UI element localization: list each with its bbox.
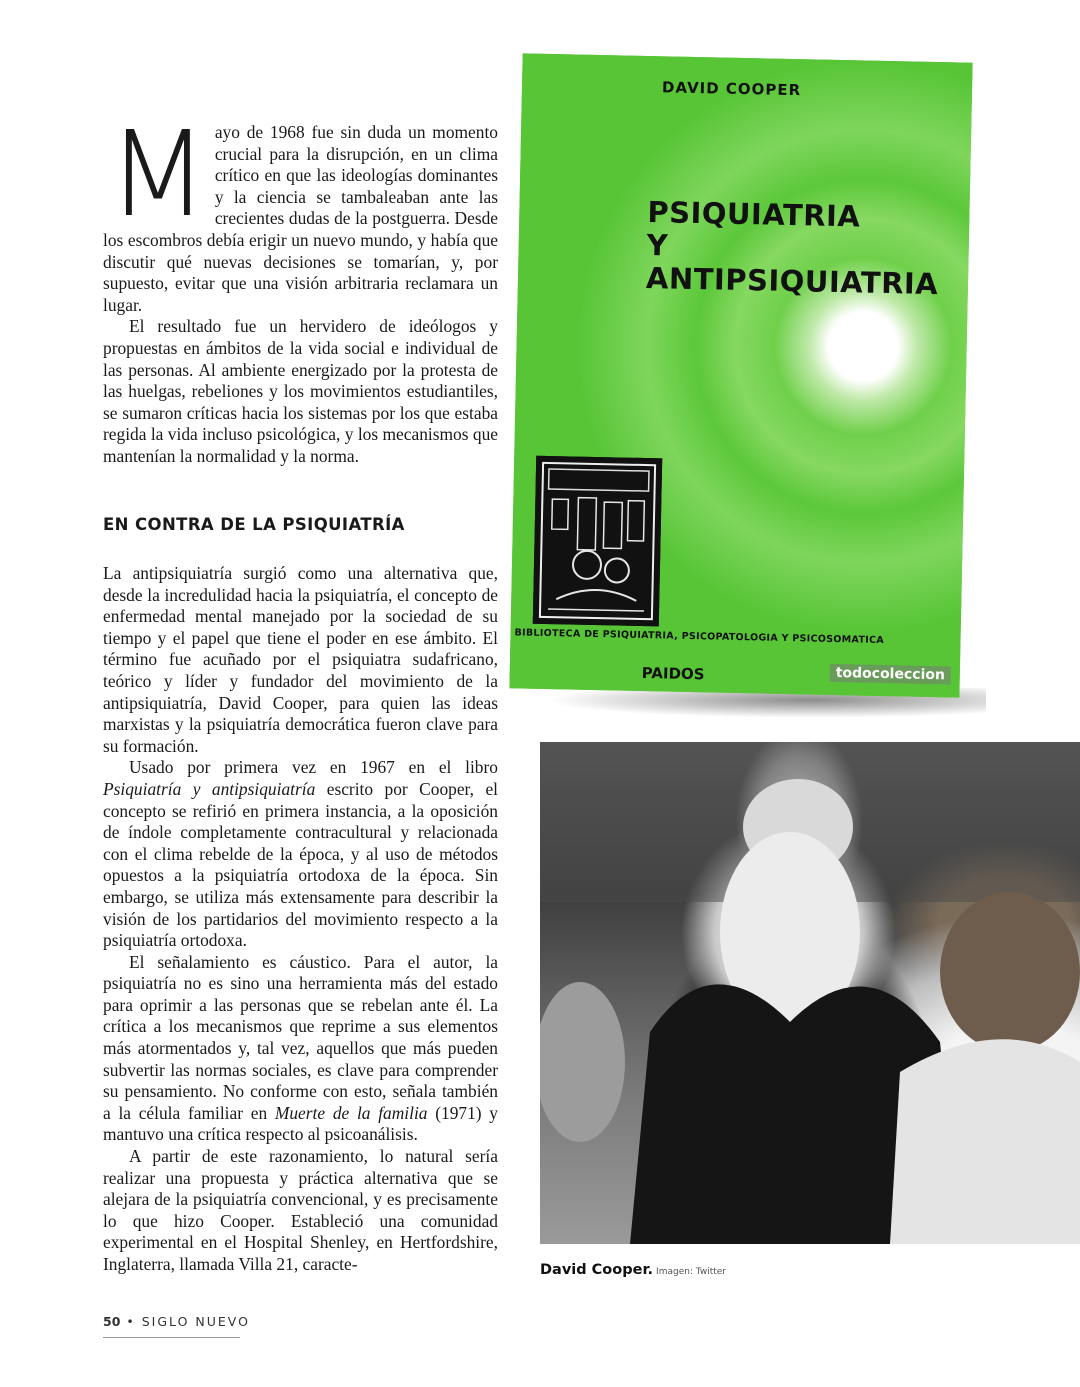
cover-author: DAVID COOPER: [661, 78, 802, 100]
section-paragraph-2-text-a: Usado por primera vez en 1967 en el libro: [129, 757, 498, 778]
section-text: [103, 563, 498, 1276]
photo-illustration: [540, 742, 1080, 1244]
cover-title-line-2: Y: [646, 228, 669, 263]
page-number: 50: [103, 1314, 121, 1329]
section-paragraph-3-text-a: El señalamiento es cáustico. Para el autor, la psiquiatría no es sino una herramienta más del estado para oprimir a las personas que se rebelan ante él. La crítica a los mecanismos que reprime a sus elementos más atormentados y, tal vez, aquellos que más pueden subvertir las normas sociales, es clave para comprender su pensamiento. No conforme con esto, señala también a la célula familiar en: [103, 951, 498, 1123]
cover-series: BIBLIOTECA DE PSIQUIATRIA, PSICOPATOLOGIA Y PSICOSOMATICA: [514, 627, 885, 647]
section-heading: EN CONTRA DE LA PSIQUIATRÍA: [103, 515, 405, 534]
section-paragraph-4: A partir de este razonamiento, lo natural sería realizar una propuesta y práctica alternativa que se alejara de la psiquiatría convencional, y es precisamente lo que hizo Cooper. Estableció una comunidad experimental en el Hospital Shenley, en Hertfordshire, Inglaterra, llamada Villa 21, caracte-: [103, 1146, 498, 1274]
photo-david-cooper: [540, 742, 1080, 1244]
book-title-reference-2: Muerte de la familia: [274, 1102, 428, 1123]
intro-paragraph-2: El resultado fue un hervidero de ideólogos y propuestas en ámbitos de la vida social e individual de las personas. Al ambiente energizado por la protesta de las huelgas, rebeliones y los movimientos estudiantiles, se sumaron críticas hacia los sistemas por los que estaba regida la vida incluso psicológica, y los mecanismos que mantenían la normalidad y la norma.: [103, 316, 498, 466]
cover-title: [646, 196, 940, 301]
section-paragraph-3: [103, 952, 498, 1146]
cover-title-line-1: PSIQUIATRIA: [647, 195, 861, 234]
section-paragraph-2: [103, 757, 498, 951]
book-cover-figure: [516, 58, 976, 713]
section-paragraph-3-text-b: (1971) y mantuvo una crítica respecto al psicoanálisis.: [103, 1102, 498, 1145]
folio-separator: •: [126, 1314, 136, 1329]
section-paragraph-1: La antipsiquiatría surgió como una alternativa que, desde la incredulidad hacia la psiquiatría, el concepto de enfermedad mental manejado por la sociedad de su tiempo y el papel que tiene el poder en ese ámbito. El término fue acuñado por el psiquiatra sudafricano, teórico y líder y fundador del movimiento de la antipsiquiatría, David Cooper, para quien las ideas marxistas y la psiquiatría democrática fueron clave para su formación.: [103, 563, 498, 756]
caption-name: David Cooper.: [540, 1262, 654, 1278]
intro-paragraph-1-text: ayo de 1968 fue sin duda un momento crucial para la disrupción, en un clima crítico en que las ideologías dominantes y la ciencia se tambaleaban ante las crecientes dudas de la postguerra. Desde los escombros debía erigir un nuevo mundo, y había que discutir qué nuevas decisiones se tomarían, y, por supuesto, evitar que una visión arbitraria reclamara un lugar.: [103, 122, 498, 315]
cover-title-line-3: ANTIPSIQUIATRIA: [645, 260, 939, 302]
page-folio: [103, 1314, 250, 1329]
intro-text: [103, 105, 498, 468]
drop-cap: M: [107, 105, 207, 243]
caption-credit: Imagen: Twitter: [656, 1267, 726, 1277]
watermark-logo: todocoleccion: [830, 664, 952, 685]
cover-publisher: PAIDOS: [641, 663, 705, 684]
photo-caption: [540, 1259, 726, 1278]
intro-paragraph-1: [103, 105, 498, 316]
engraving-illustration: [536, 459, 659, 623]
book-cover: [509, 53, 972, 697]
folio-rule: [103, 1337, 240, 1338]
cover-engraving-image: [533, 456, 662, 627]
section-paragraph-2-text-b: escrito por Cooper, el concepto se refirió en primera instancia, a la oposición de índole completamente contracultural y relacionada con el clima rebelde de la época, y al uso de métodos opuestos a la psiquiatría ortodoxa de la época. Sin embargo, se utiliza más extensamente para describir la visión de los partidarios del movimiento respecto a la psiquiatría ortodoxa.: [103, 778, 499, 951]
magazine-name: SIGLO NUEVO: [141, 1314, 250, 1329]
book-title-reference: Psiquiatría y antipsiquiatría: [103, 778, 316, 799]
